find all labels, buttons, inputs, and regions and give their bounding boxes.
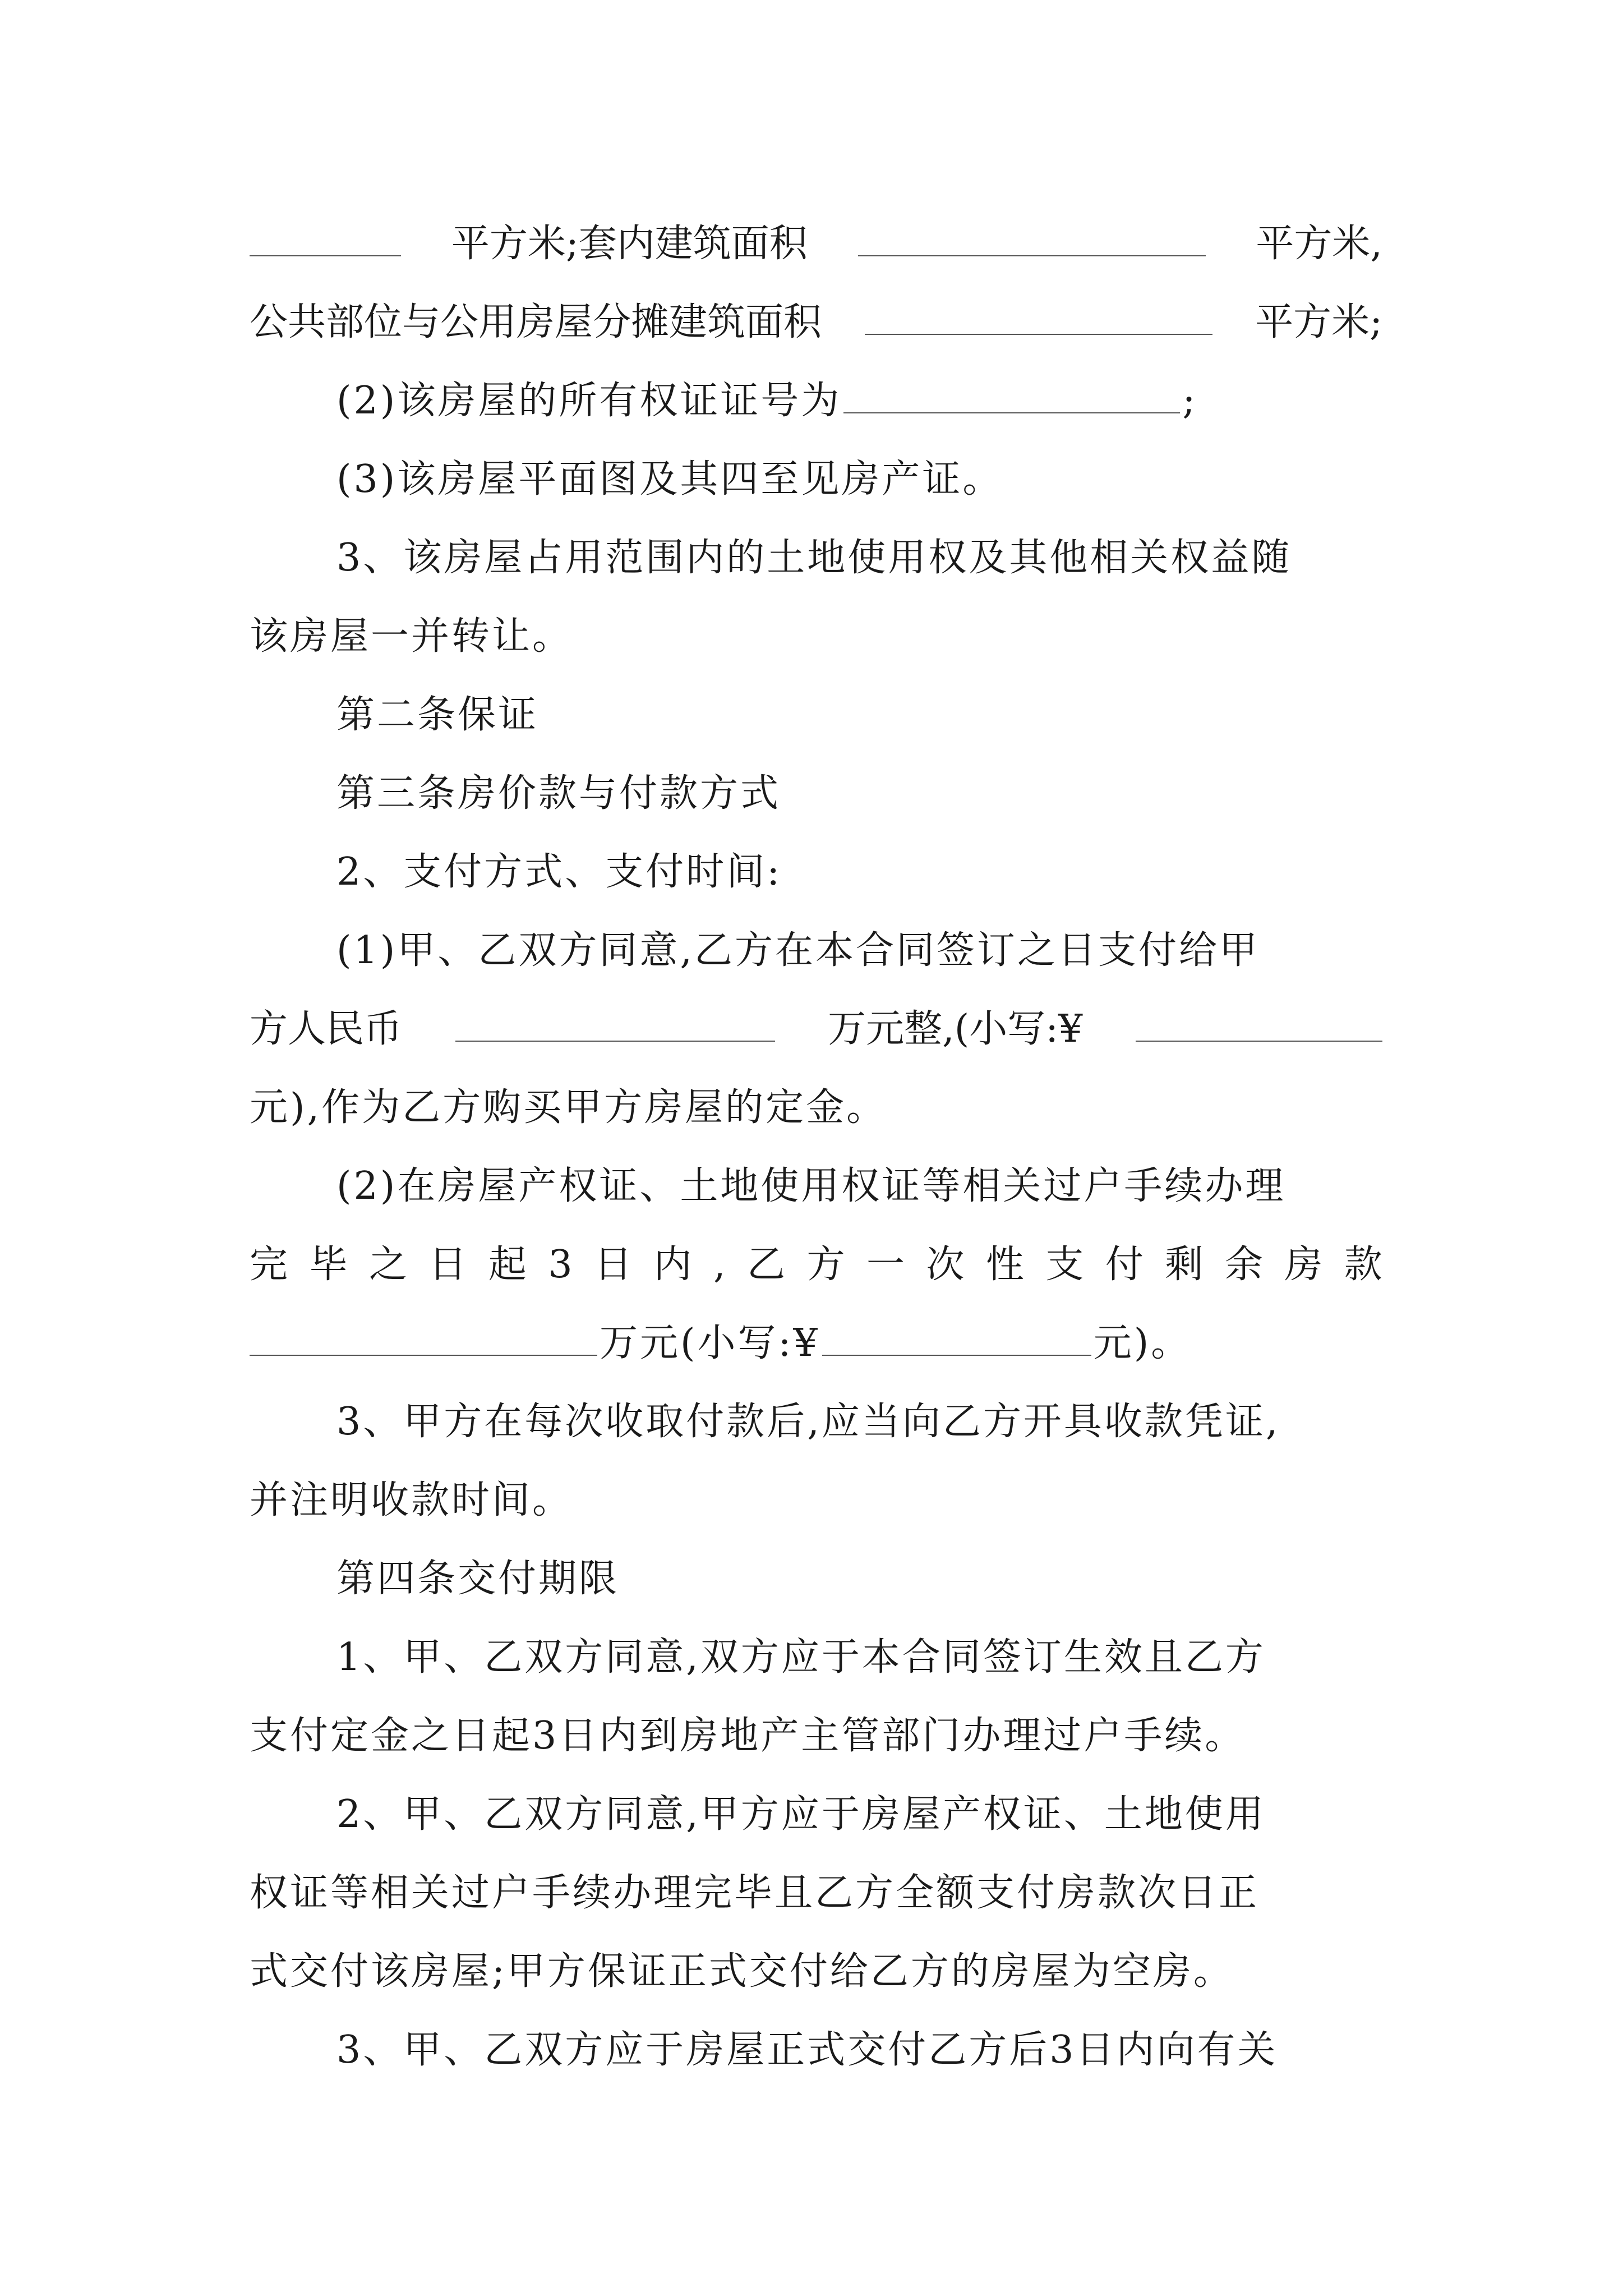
char: 毕 <box>309 1243 348 1287</box>
paragraph-line: 1、甲、乙双方同意,双方应于本合同签订生效且乙方 <box>336 1635 1266 1680</box>
text-shared-area-label: 公共部位与公用房屋分摊建筑面积 <box>250 300 822 344</box>
paragraph-line: 支付定金之日起3日内到房地产主管部门办理过户手续。 <box>250 1714 1246 1758</box>
char: 完 <box>250 1243 288 1287</box>
area-line-2 <box>250 295 1382 351</box>
remaining-payment-line <box>250 1315 1382 1372</box>
section-heading: 第二条保证 <box>336 693 539 737</box>
char: 房 <box>1284 1243 1323 1287</box>
blank-inner-area <box>858 220 1206 256</box>
char: 次 <box>926 1243 965 1287</box>
text-inner-area-label: 平方米;套内建筑面积 <box>451 222 808 266</box>
certificate-line <box>336 373 1382 429</box>
text-yuan-end: 元)。 <box>1093 1321 1192 1365</box>
text-remaining-label: 万元(小写:¥ <box>600 1321 820 1365</box>
char: 款 <box>1344 1243 1382 1287</box>
char: 日 <box>428 1243 467 1287</box>
char: 日 <box>594 1243 633 1287</box>
char: 余 <box>1224 1243 1263 1287</box>
char: 3 <box>548 1243 573 1287</box>
section-heading: 第四条交付期限 <box>336 1557 620 1601</box>
char: 剩 <box>1165 1243 1204 1287</box>
paragraph-line: 3、该房屋占用范围内的土地使用权及其他相关权益随 <box>336 536 1292 580</box>
char: 一 <box>866 1243 905 1287</box>
paragraph-line: 3、甲方在每次收取付款后,应当向乙方开具收款凭证, <box>336 1400 1280 1444</box>
text-semicolon: ; <box>1182 379 1198 423</box>
char: , <box>713 1243 726 1287</box>
deposit-line <box>250 1001 1382 1057</box>
paragraph-line: 并注明收款时间。 <box>250 1478 573 1522</box>
spaced-line <box>250 1237 1382 1293</box>
blank-remaining-amount <box>250 1320 597 1356</box>
text-unit-sqm: 平方米, <box>1256 222 1382 266</box>
char: 起 <box>488 1243 527 1287</box>
char: 方 <box>806 1243 845 1287</box>
text-certificate-label: (2)该房屋的所有权证证号为 <box>336 379 842 423</box>
char: 乙 <box>747 1243 786 1287</box>
paragraph-line: 3、甲、乙双方应于房屋正式交付乙方后3日内向有关 <box>336 2028 1278 2072</box>
blank-certificate-number <box>843 378 1180 413</box>
blank-total-area <box>250 220 401 256</box>
section-heading: 第三条房价款与付款方式 <box>336 771 781 816</box>
paragraph-line: (1)甲、乙双方同意,乙方在本合同签订之日支付给甲 <box>336 928 1260 973</box>
char: 之 <box>368 1243 407 1287</box>
paragraph-line: 权证等相关过户手续办理完毕且乙方全额支付房款次日正 <box>250 1871 1260 1915</box>
text-unit-sqm-2: 平方米; <box>1255 300 1382 344</box>
char: 性 <box>985 1243 1024 1287</box>
paragraph-line: 2、支付方式、支付时间: <box>336 850 782 894</box>
blank-deposit-amount <box>455 1006 775 1042</box>
paragraph-line: 该房屋一并转让。 <box>250 614 573 659</box>
paragraph-line: 2、甲、乙双方同意,甲方应于房屋产权证、土地使用 <box>336 1792 1266 1837</box>
paragraph-line: (2)在房屋产权证、土地使用权证等相关过户手续办理 <box>336 1164 1286 1208</box>
blank-remaining-figure <box>822 1320 1091 1356</box>
paragraph-line: 式交付该房屋;甲方保证正式交付给乙方的房屋为空房。 <box>250 1949 1234 1994</box>
char: 支 <box>1045 1243 1084 1287</box>
text-wan-yuan: 万元整,(小写:¥ <box>828 1007 1083 1051</box>
char: 付 <box>1105 1243 1144 1287</box>
blank-deposit-figure <box>1136 1006 1382 1042</box>
area-line-1 <box>250 216 1382 272</box>
text-rmb-label: 方人民币 <box>250 1007 403 1051</box>
paragraph-line: 元),作为乙方购买甲方房屋的定金。 <box>250 1085 887 1130</box>
blank-shared-area <box>865 299 1212 335</box>
paragraph-line: (3)该房屋平面图及其四至见房产证。 <box>336 457 1003 501</box>
char: 内 <box>653 1243 692 1287</box>
